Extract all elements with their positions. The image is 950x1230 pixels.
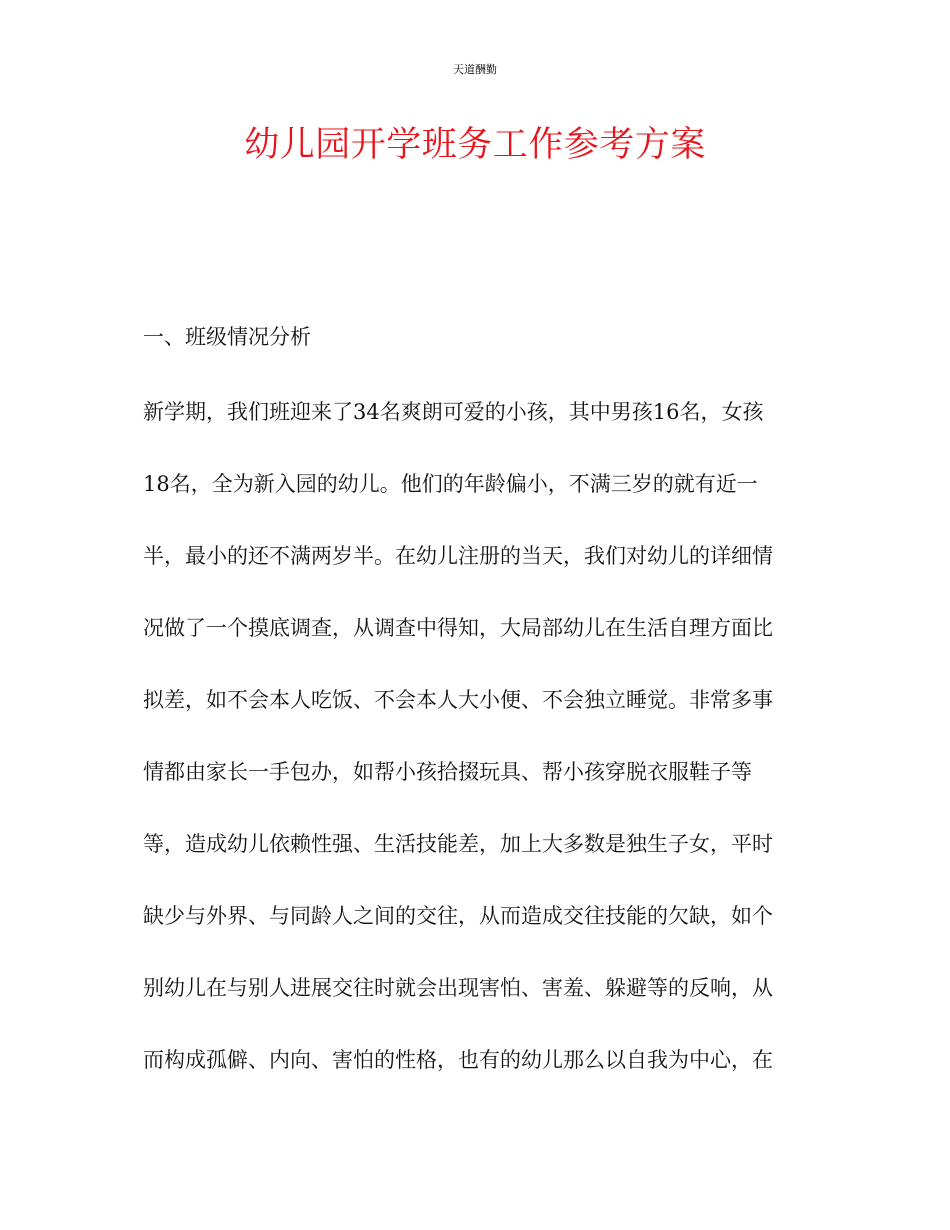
section-heading: 一、班级情况分析 (143, 325, 311, 349)
paragraph-line: 而构成孤僻、内向、害怕的性格，也有的幼儿那么以自我为中心，在 (143, 1048, 773, 1072)
document-title: 幼儿园开学班务工作参考方案 (244, 125, 706, 165)
paragraph-line: 半，最小的还不满两岁半。在幼儿注册的当天，我们对幼儿的详细情 (143, 544, 773, 568)
paragraph-line: 缺少与外界、与同龄人之间的交往，从而造成交往技能的欠缺，如个 (143, 904, 773, 928)
paragraph-line: 别幼儿在与别人进展交往时就会出现害怕、害羞、躲避等的反响，从 (143, 976, 773, 1000)
paragraph-line: 18名，全为新入园的幼儿。他们的年龄偏小，不满三岁的就有近一 (143, 472, 758, 496)
paragraph-line: 况做了一个摸底调查，从调查中得知，大局部幼儿在生活自理方面比 (143, 616, 773, 640)
page-header: 天道酬勤 (453, 63, 497, 76)
paragraph-line: 情都由家长一手包办，如帮小孩拾掇玩具、帮小孩穿脱衣服鞋子等 (143, 760, 752, 784)
paragraph-line: 拟差，如不会本人吃饭、不会本人大小便、不会独立睡觉。非常多事 (143, 688, 773, 712)
paragraph-line: 新学期，我们班迎来了34名爽朗可爱的小孩，其中男孩16名，女孩 (143, 400, 764, 424)
paragraph-line: 等，造成幼儿依赖性强、生活技能差，加上大多数是独生子女，平时 (143, 832, 773, 856)
